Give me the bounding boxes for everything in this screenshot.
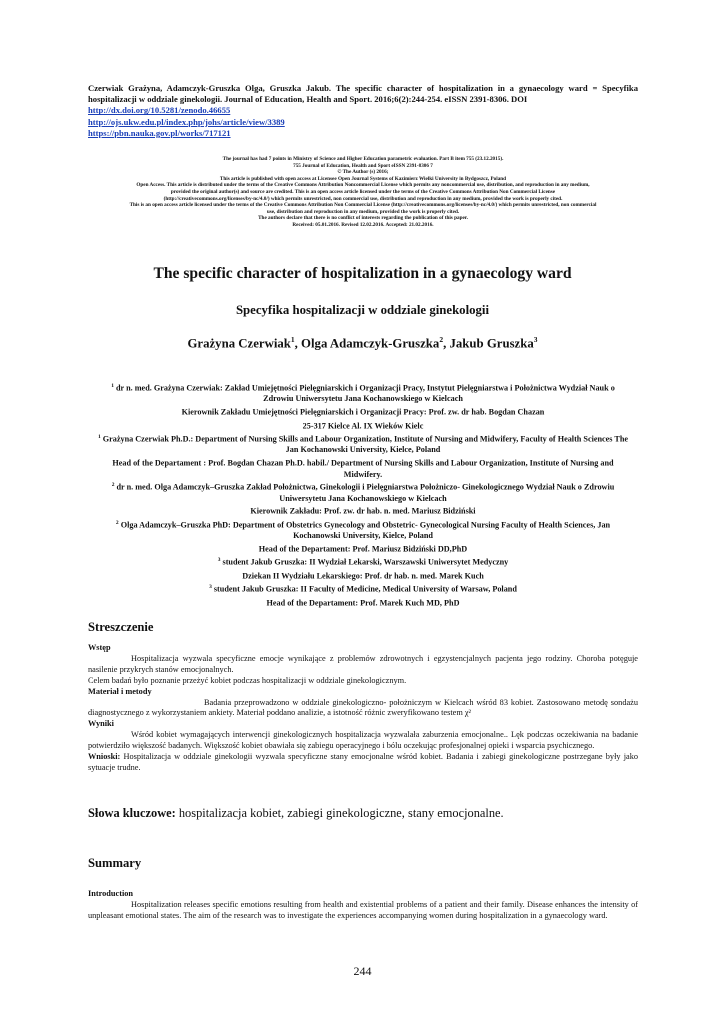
note-line: provided the original author(s) and source are credited. This is an open access article licensed under the terms of the Creative Commons Attribution Non Commercial License [170,188,556,195]
author-name: Olga Adamczyk-Gruszka [301,336,440,351]
article-title: The specific character of hospitalization in a gynaecology ward [153,265,572,282]
affiliations [96,381,630,609]
affiliation-text: dr n. med. Grażyna Czerwiak: Zakład Umiejętności Pielęgniarskich i Organizacji Pracy, Instytut Pielęgniarstwa i Położnictwa Wydział Nauk o Zdrowiu Uniwersytetu Jana Kochanowskiego w Kielcach [113,383,615,404]
author-separator: , [294,336,302,351]
affil-mark: 2 [115,519,119,526]
author-separator: , [443,336,450,351]
summary-heading: Summary [88,856,142,870]
affil-mark: 3 [209,584,212,591]
article-subtitle: Specyfika hospitalizacji w oddziale ginekologii [235,303,490,317]
wnioski-label: Wnioski: [88,752,121,762]
doi-link[interactable]: http://dx.doi.org/10.5281/zenodo.46655 [88,105,231,116]
author-affil-mark: 3 [533,335,538,344]
note-line: © The Author (s) 2016; [337,169,389,176]
wnioski-text: Hospitalizacja w oddziale ginekologii wyzwala specyficzne stany emocjonalne wśród kobiet. Badania i zabiegi ginekologiczne postrzegane były jako sytuacje trudne. [88,752,638,772]
wyniki-text: Wśród kobiet wymagających interwencji ginekologicznych hospitalizacja wyzwalała zaburzenia emocjonalne.. Lęk podczas oczekiwania na badanie potwierdziło większość badanych. Większość kobiet obawiała się zabiegu operacyjnego i bólu oczekując profesjonalnej opieki i wsparcia psychicznego. [88,730,638,751]
affiliation-line [96,405,630,418]
note-line: Open Access. This article is distributed under the terms of the Creative Commons Attribution Noncommercial License which permits any noncommercial use, distribution, and reproduction in any medium, [136,182,590,189]
wyniki-label: Wyniki [88,719,114,729]
affiliation-line [96,456,630,480]
wstep-cel-text: Celem badań było poznanie przeżyć kobiet podczas hospitalizacji w oddziale ginekologicznym. [88,675,407,685]
author-affil-mark: 1 [290,335,295,344]
affiliation-text: Head of the Departament: Prof. Mariusz Bidziński DD,PhD [258,544,468,554]
journal-license-note [80,156,646,229]
affiliation-text: Grażyna Czerwiak Ph.D.: Department of Nursing Skills and Labour Organization, Institute of Nursing and Midwifery, Faculty of Health Sciences The Jan Kochanowski University, Kielce, Poland [100,434,629,455]
note-line: This article is published with open access at Licensee Open Journal Systems of Kazimierz Wielki University in Bydgoszcz, Poland [219,175,507,182]
affiliation-line [96,542,630,555]
pbn-link[interactable]: https://pbn.nauka.gov.pl/works/717121 [88,127,231,138]
affiliation-line [96,518,630,542]
journal-article-link[interactable]: http://ojs.ukw.edu.pl/index.php/johs/article/view/3389 [88,116,285,127]
affiliation-text: dr n. med. Olga Adamczyk–Gruszka Zakład Położnictwa, Ginekologii i Pielęgniarstwa Położniczo- Ginekologicznego Wydział Nauk o Zdrowiu Uniwersytetu Jana Kochanowskiego w Kielcach [114,483,615,503]
note-line: 755 Journal of Education, Health and Sport eISSN 2391-8306 7 [293,162,433,169]
note-line: use, distribution and reproduction in any medium, provided the work is properly cited. [266,208,460,215]
note-line: This is an open access article licensed under the terms of the Creative Commons Attribution Non Commercial License (http://creativecommons.org/licenses/by-nc/4.0/) which permits unrestricted, non commercial [129,202,597,209]
wstep-label: Wstęp [88,643,111,652]
affiliation-line [96,555,630,568]
streszczenie-heading: Streszczenie [88,620,154,634]
affiliation-text: Kierownik Zakładu: Prof. zw. dr hab. n. med. Mariusz Bidziński [250,507,476,517]
affiliation-line [96,480,630,504]
citation-text: Czerwiak Grażyna, Adamczyk-Gruszka Olga, Gruszka Jakub. The specific character of hospitalization in a gynaecology ward = Specyfika hospitalizacji w oddziale ginekologii. Journal of Education, Health and Sport. 2016;6(2):244-254. eISSN 2391-8306. DOI [88,83,638,105]
summary-body [88,889,638,922]
metody-text: Badania przeprowadzono w oddziale ginekologiczno- położniczym w Kielcach wśród 83 kobiet. Zastosowano metodę sondażu diagnostycznego z wykorzystaniem ankiety. Materiał poddano analizie, a istotność różnic zweryfikowano testem χ² [88,697,638,718]
affiliation-text: Dziekan II Wydziału Lekarskiego: Prof. dr hab. n. med. Marek Kuch [242,571,484,581]
note-line: The authors declare that there is no conflict of interests regarding the publication of this paper. [258,215,468,222]
affiliation-text: 25-317 Kielce Al. IX Wieków Kielc [302,421,424,431]
affiliation-text: Head of the Departament: Prof. Marek Kuch MD, PhD [266,598,460,608]
citation-block [88,83,638,139]
keywords-line [88,806,648,821]
author-name: Jakub Gruszka [449,336,534,351]
affiliation-line [96,569,630,582]
affiliation-line [96,381,630,405]
wstep-text: Hospitalizacja wyzwala specyficzne emocje wynikające z problemów zdrowotnych i egzystencjalnych pacjenta jego rodziny. Choroba potęguje nasilenie przykrych stanów emocjonalnych. [88,653,638,674]
author-affil-mark: 2 [439,335,444,344]
note-line: (http://creativecommons.org/licenses/by-nc/4.0/) which permits unrestricted, non commercial use, distribution and reproduction in any medium, provided the work is properly cited. [163,195,563,202]
page-number: 244 [353,964,372,978]
affiliation-line [96,504,630,517]
wnioski-paragraph [88,752,638,774]
note-line: The journal has had 7 points in Ministry of Science and Higher Education parametric evaluation. Part B item 755 (23.12.2015). [222,156,504,162]
affil-mark: 2 [111,482,115,489]
streszczenie-body [88,643,638,774]
metody-label: Materiał i metody [88,686,152,696]
affiliation-text: student Jakub Gruszka: II Wydział Lekarski, Warszawski Uniwersytet Medyczny [220,558,509,568]
author-name: Grażyna Czerwiak [187,336,291,351]
introduction-text: Hospitalization releases specific emotions resulting from health and existential problems of a patient and their family. Disease enhances the intensity of unpleasant emotional states. The aim of the research was to investigate the experiences accompanying women during hospitalization in a gynaecology ward. [88,899,638,920]
affil-mark: 1 [111,383,114,389]
affil-mark: 1 [97,434,101,441]
affil-mark: 3 [217,557,221,564]
affiliation-text: Kierownik Zakładu Umiejętności Pielęgniarskich i Organizacji Pracy: Prof. zw. dr hab. Bogdan Chazan [181,407,545,417]
author-list [60,335,665,351]
introduction-label: Introduction [88,889,134,898]
affiliation-line [96,419,630,432]
note-line: Received: 05.01.2016. Revised 12.02.2016. Accepted: 21.02.2016. [292,221,434,228]
keywords-text: hospitalizacja kobiet, zabiegi ginekologiczne, stany emocjonalne. [175,806,504,820]
affiliation-line [96,582,630,595]
affiliation-line [96,596,630,609]
affiliation-text: Olga Adamczyk–Gruszka PhD: Department of Obstetrics Gynecology and Obstetric- Gynecological Nursing Faculty of Health Sciences, Jan Kochanowski University, Kielce, Poland [118,520,611,541]
affiliation-text: Head of the Departament : Prof. Bogdan Chazan Ph.D. habil./ Department of Nursing Skills and Labour Organization, Institute of Nursing and Midwifery. [112,458,614,479]
keywords-label: Słowa kluczowe: [88,806,176,820]
affiliation-text: student Jakub Gruszka: II Faculty of Medicine, Medical University of Warsaw, Poland [211,585,517,595]
affiliation-line [96,432,630,456]
